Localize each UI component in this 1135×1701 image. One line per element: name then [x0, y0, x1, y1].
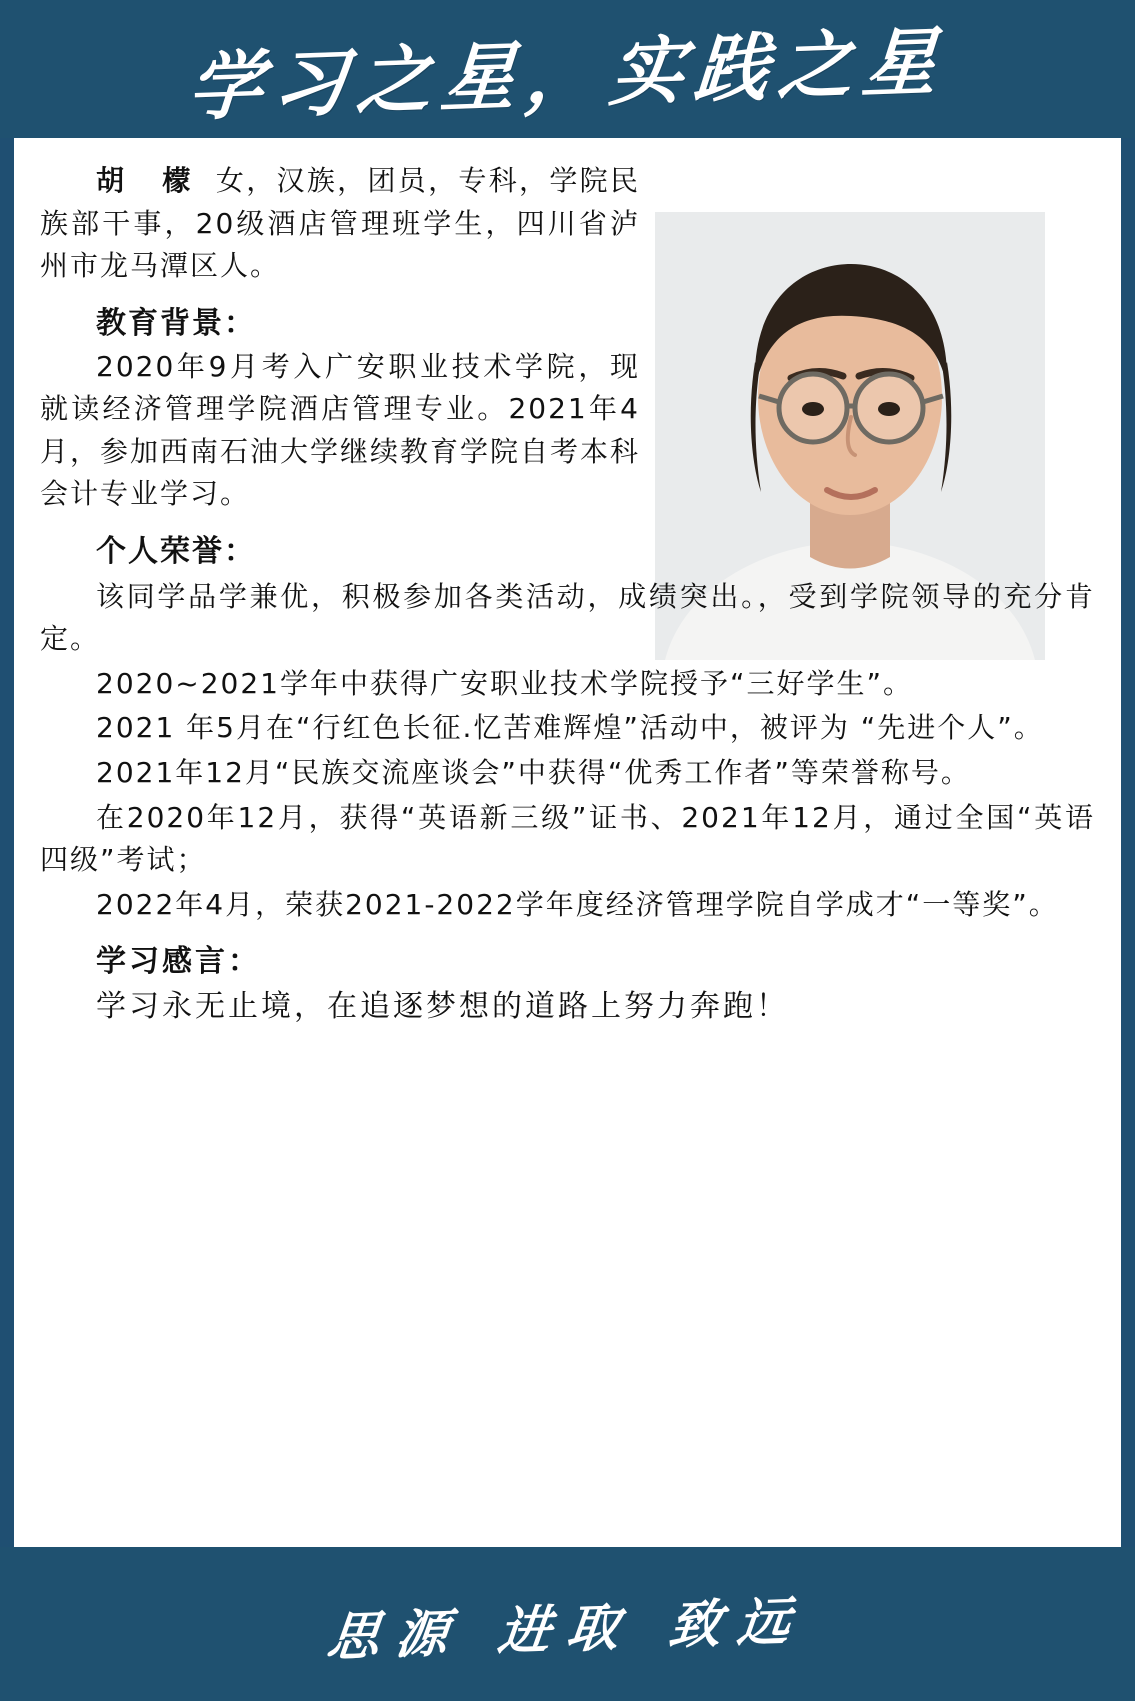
honor-item: 在2020年12月，获得“英语新三级”证书、2021年12月，通过全国“英语四级”考试；	[40, 800, 1095, 877]
profile-name: 胡 檬	[96, 164, 205, 197]
feeling-heading: 学习感言：	[96, 944, 261, 980]
honors-block	[40, 576, 1095, 1030]
honors-heading: 个人荣誉：	[96, 533, 256, 569]
poster-content	[40, 160, 1095, 1032]
header-title: 学习之星，实践之星	[184, 18, 950, 132]
footer-title: 思源 进取 致远	[324, 1590, 810, 1668]
honor-item: 该同学品学兼优，积极参加各类活动，成绩突出。，受到学院领导的充分肯定。	[40, 579, 1095, 656]
left-frame-bar	[0, 0, 14, 1701]
right-frame-bar	[1121, 0, 1135, 1701]
footer-banner	[0, 1547, 1135, 1701]
honor-item: 2020~2021学年中获得广安职业技术学院授予“三好学生”。	[96, 666, 913, 700]
feeling-text: 学习永无止境，在追逐梦想的道路上努力奔跑！	[96, 989, 789, 1025]
profile-intro-text: 女，汉族，团员，专科，学院民族部干事，20级酒店管理班学生，四川省泸州市龙马潭区人。	[40, 164, 640, 283]
header-banner	[0, 0, 1135, 138]
honor-item: 2022年4月，荣获2021-2022学年度经济管理学院自学成才“一等奖”。	[96, 887, 1059, 921]
education-text: 2020年9月考入广安职业技术学院，现就读经济管理学院酒店管理专业。2021年4月，参加西南石油大学继续教育学院自考本科会计专业学习。	[40, 349, 641, 511]
intro-block	[40, 160, 640, 570]
honor-item: 2021年12月“民族交流座谈会”中获得“优秀工作者”等荣誉称号。	[96, 756, 971, 790]
profile-intro	[40, 160, 640, 288]
honor-item: 2021 年5月在“行红色长征.忆苦难辉煌”活动中，被评为 “先进个人”。	[96, 711, 1044, 745]
education-heading: 教育背景：	[96, 305, 256, 341]
